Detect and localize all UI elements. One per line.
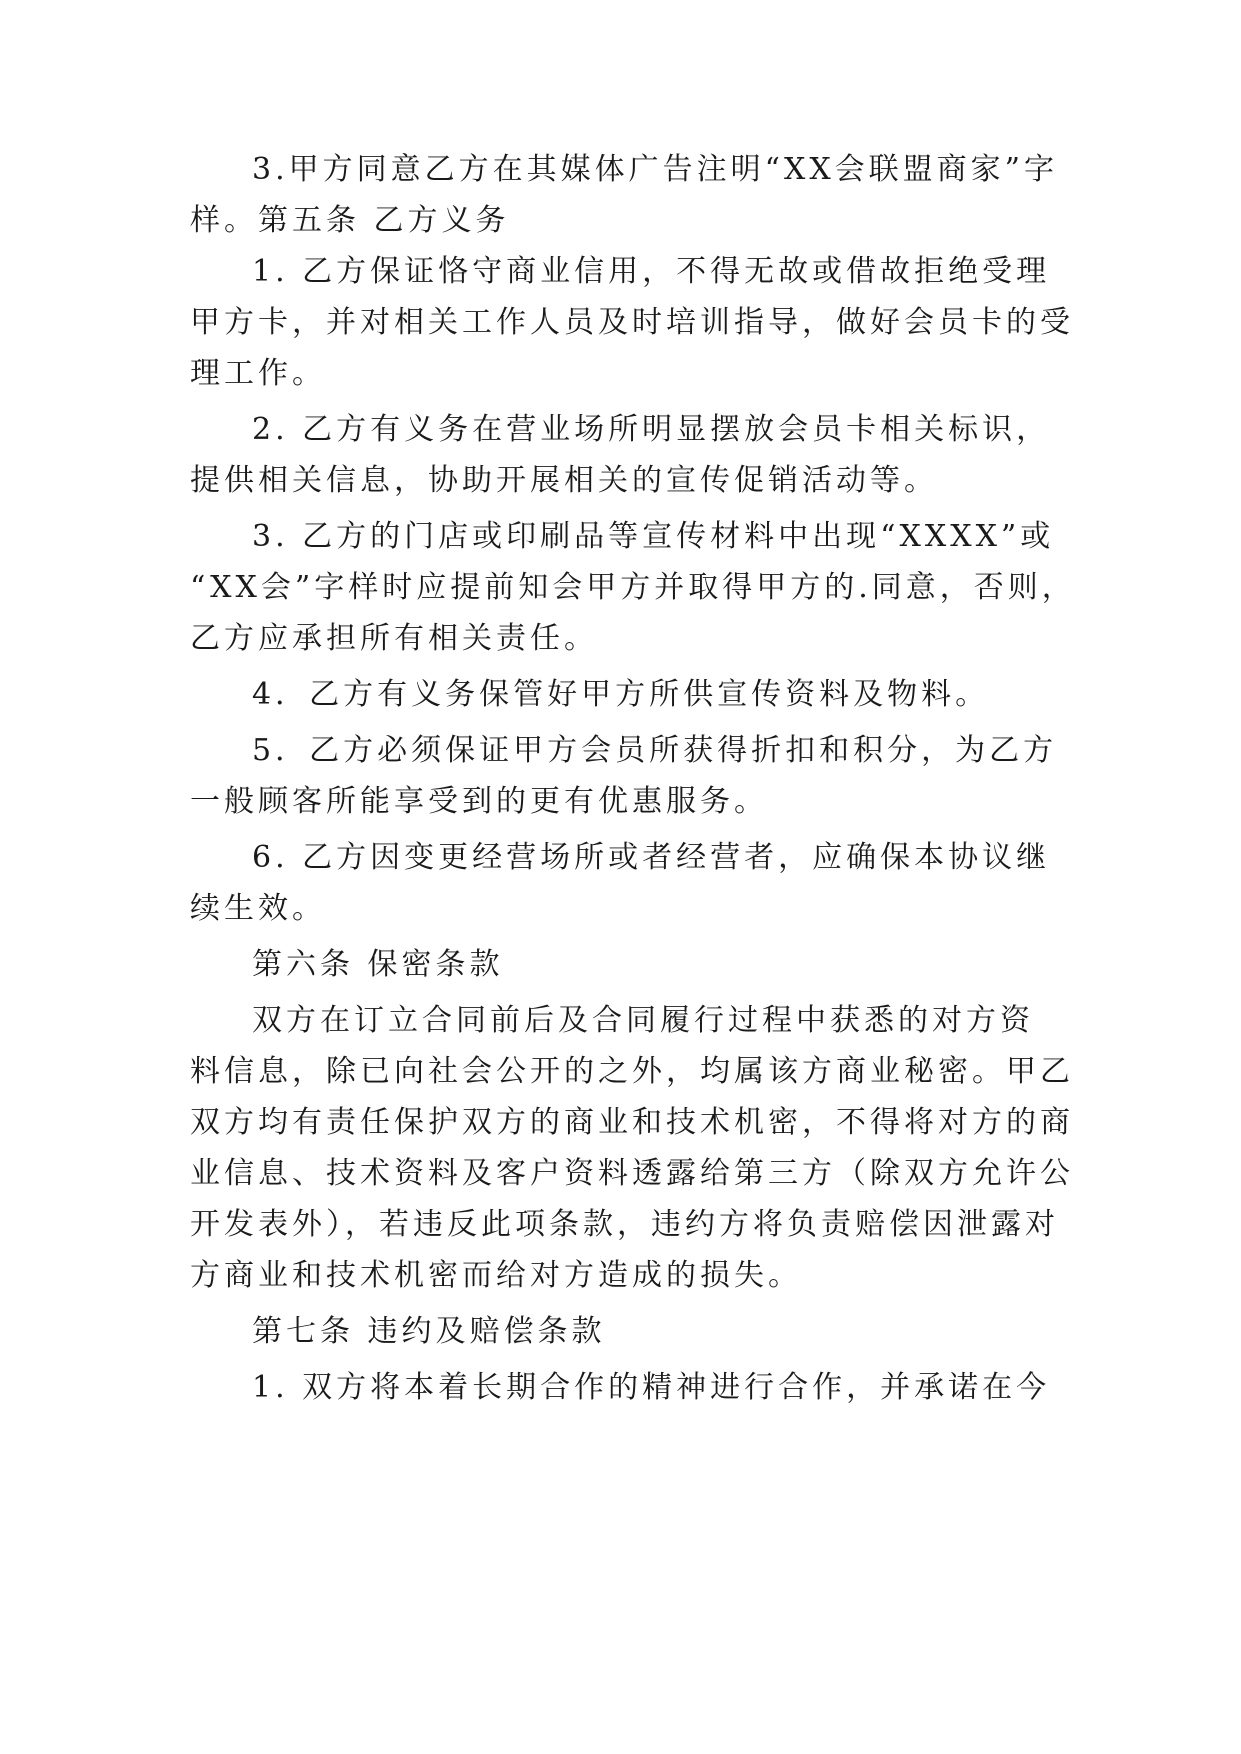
paragraph-line: 料信息，除已向社会公开的之外，均属该方商业秘密。甲乙 — [190, 1054, 1074, 1089]
paragraph-line: 一般顾客所能享受到的更有优惠服务。 — [190, 784, 768, 819]
section-heading: 第七条 违约及赔偿条款 — [252, 1314, 606, 1349]
paragraph-line: 4．乙方有义务保管好甲方所供宣传资料及物料。 — [252, 677, 990, 712]
paragraph-line: 续生效。 — [190, 891, 326, 926]
paragraph-line: 乙方应承担所有相关责任。 — [190, 621, 598, 656]
paragraph-line: 样。第五条 乙方义务 — [190, 203, 510, 238]
paragraph-line: 6. 乙方因变更经营场所或者经营者，应确保本协议继 — [252, 840, 1051, 875]
paragraph-line: 5．乙方必须保证甲方会员所获得折扣和积分，为乙方 — [252, 733, 1058, 768]
paragraph-line: 1. 双方将本着长期合作的精神进行合作，并承诺在今 — [252, 1370, 1051, 1405]
paragraph-line: 1. 乙方保证恪守商业信用，不得无故或借故拒绝受理 — [252, 254, 1051, 289]
paragraph-line: 方商业和技术机密而给对方造成的损失。 — [190, 1258, 802, 1293]
paragraph-line: 甲方卡，并对相关工作人员及时培训指导，做好会员卡的受 — [190, 305, 1074, 340]
paragraph-line: 开发表外），若违反此项条款，违约方将负责赔偿因泄露对 — [190, 1207, 1059, 1242]
paragraph-line: 双方在订立合同前后及合同履行过程中获悉的对方资 — [252, 1003, 1034, 1038]
paragraph-line: “XX会”字样时应提前知会甲方并取得甲方的.同意，否则， — [190, 570, 1076, 605]
paragraph-line: 3. 乙方的门店或印刷品等宣传材料中出现“XXXX”或 — [252, 519, 1055, 554]
paragraph-line: 双方均有责任保护双方的商业和技术机密，不得将对方的商 — [190, 1105, 1074, 1140]
paragraph-line: 理工作。 — [190, 356, 326, 391]
paragraph-line: 业信息、技术资料及客户资料透露给第三方（除双方允许公 — [190, 1156, 1074, 1191]
section-heading: 第六条 保密条款 — [252, 947, 504, 982]
paragraph-line: 提供相关信息，协助开展相关的宣传促销活动等。 — [190, 463, 938, 498]
paragraph-line: 2. 乙方有义务在营业场所明显摆放会员卡相关标识， — [252, 412, 1051, 447]
paragraph-line: 3.甲方同意乙方在其媒体广告注明“XX会联盟商家”字 — [252, 152, 1059, 187]
